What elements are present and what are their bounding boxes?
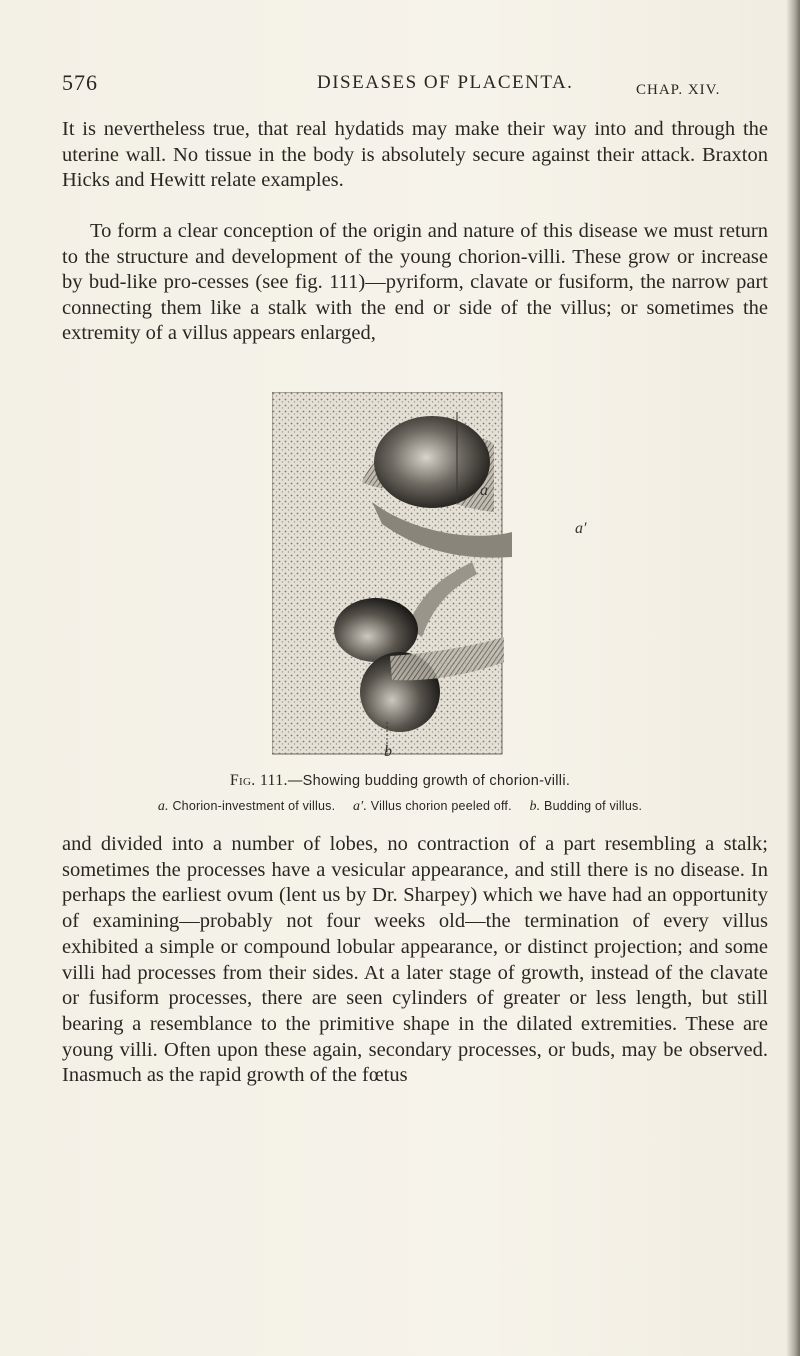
legend-item [353,799,512,813]
legend-text: Villus chorion peeled off. [370,799,512,813]
chapter-label: CHAP. XIV. [636,82,721,98]
paragraph: and divided into a number of lobes, no contraction of a part resembling a stalk; sometimes the processes have a vesicular appearance, and still there is no disease. In perhaps the earliest ovum (lent us by Dr. Sharpey) which we have had an opportunity of examining—probably not four weeks old—the termination of every villus exhibited a simple or compound lobular appearance, or distinct projection; and some villi had processes from their sides. At a later stage of growth, instead of the clavate or fusiform processes, there are seen cylinders of greater or less length, but still bearing a resemblance to the primitive shape in the dilated extremities. These are young villi. Often upon these again, secondary processes, or buds, may be observed. Inasmuch as the rapid growth of the fœtus [62,833,768,1087]
figure-illustration [272,392,587,762]
villus-bulb-upper [374,416,490,508]
running-head [62,70,774,110]
running-title: DISEASES OF PLACENTA. [317,72,574,93]
figure-number: Fig. 111. [229,772,288,789]
legend-text: Chorion-investment of villus. [172,799,336,813]
paragraph-block-bottom [62,832,768,1089]
figure-label-a-prime: a′ [575,520,587,537]
legend-text: Budding of villus. [544,799,643,813]
figure-caption [0,772,800,790]
paragraph: It is nevertheless true, that real hydatids may make their way into and through the uterine wall. No tissue in the body is absolutely secure against their attack. Braxton Hicks and Hewitt relate examples. [62,118,768,191]
paragraph-block-middle [62,219,768,347]
legend-key: a. [157,799,169,814]
paragraph: To form a clear conception of the origin and nature of this disease we must return to the structure and development of the young chorion-villi. These grow or increase by bud-like pro-cesses (see fig. 111)—pyriform, clavate or fusiform, the narrow part connecting them like a stalk with the end or side of the villus; or sometimes the extremity of a villus appears enlarged, [62,220,768,344]
figure-caption-text: —Showing budding growth of chorion-villi. [287,773,571,789]
chorion-villi-engraving [272,392,512,762]
figure-label-a: a [480,482,488,499]
page-number: 576 [62,70,98,95]
legend-key: a′. [352,799,368,814]
legend-item [529,799,642,813]
figure-legend [0,799,800,815]
page-edge-shadow [786,0,800,1356]
paragraph-block-top [62,117,768,194]
legend-item [158,799,335,813]
figure-label-b: b [384,743,392,760]
legend-key: b. [529,799,541,814]
